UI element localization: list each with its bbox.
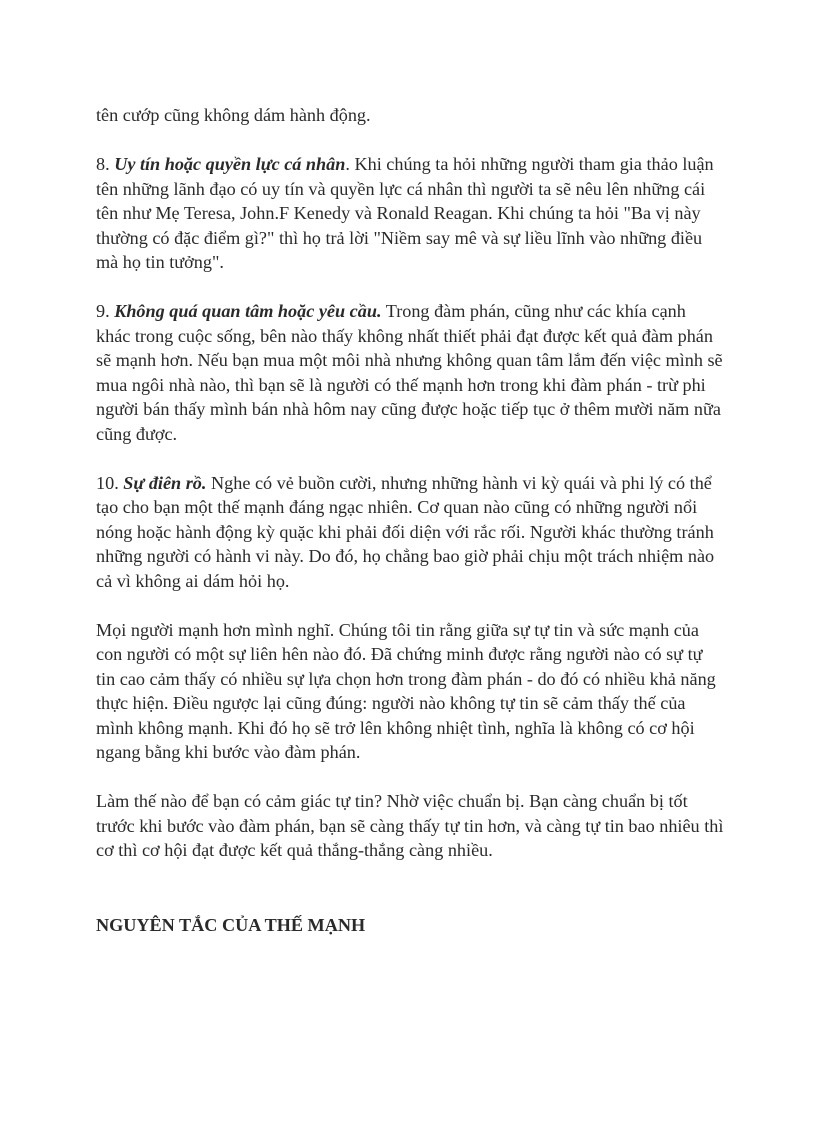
- paragraph-confidence: [96, 618, 724, 765]
- paragraph-text: Trong đàm phán, cũng như các khía cạnh khác trong cuộc sống, bên nào thấy không nhất thiết phải đạt được kết quả đàm phán sẽ mạnh hơn. Nếu bạn mua một môi nhà nhưng không quan tâm lắm đến việc mình sẽ mua ngôi nhà nào, thì bạn sẽ là người có thế mạnh hơn trong khi đàm phán - trừ phi người bán thấy mình bán nhà hôm nay cũng được hoặc tiếp tục ở thêm mười năm nữa cũng được.: [96, 301, 723, 444]
- document-page: [96, 103, 724, 937]
- paragraph-text: . Khi chúng ta hỏi những người tham gia thảo luận tên những lãnh đạo có uy tín và quyền lực cá nhân thì người ta sẽ nêu lên những cái tên như Mẹ Teresa, John.F Kenedy và Ronald Reagan. Khi chúng ta hỏi "Ba vị này thường có đặc điểm gì?" thì họ trả lời "Niềm say mê và sự liều lĩnh vào những điều mà họ tin tưởng".: [96, 154, 714, 272]
- item-lead-title: Uy tín hoặc quyền lực cá nhân: [114, 154, 346, 174]
- item-lead-title: Sự điên rồ.: [123, 472, 207, 493]
- paragraph-item-9: [96, 299, 724, 446]
- item-lead-title: Không quá quan tâm hoặc yêu cầu.: [114, 301, 382, 321]
- paragraph-text: tên cướp cũng không dám hành động.: [96, 105, 371, 125]
- paragraph-item-8: [96, 152, 724, 275]
- paragraph-text: Làm thế nào để bạn có cảm giác tự tin? Nhờ việc chuẩn bị. Bạn càng chuẩn bị tốt trước khi bước vào đàm phán, bạn sẽ càng thấy tự tin hơn, và càng tự tin bao nhiêu thì cơ thì cơ hội đạt được kết quả thắng-thắng càng nhiều.: [96, 791, 724, 860]
- paragraph-text: Nghe có vẻ buồn cười, nhưng những hành vi kỳ quái và phi lý có thể tạo cho bạn một thế mạnh đáng ngạc nhiên. Cơ quan nào cũng có những người nổi nóng hoặc hành động kỳ quặc khi phải đối diện với rắc rối. Người khác thường tránh những người có hành vi này. Do đó, họ chẳng bao giờ phải chịu một trách nhiệm nào cả vì không ai dám hỏi họ.: [96, 472, 715, 591]
- item-number: 8.: [96, 154, 115, 174]
- section-heading: NGUYÊN TẮC CỦA THẾ MẠNH: [96, 914, 366, 935]
- paragraph-item-10: [96, 471, 724, 594]
- paragraph-text: Mọi người mạnh hơn mình nghĩ. Chúng tôi tin rằng giữa sự tự tin và sức mạnh của con người có một sự liên hên nào đó. Đã chứng minh được rằng người nào có sự tự tin cao cảm thấy có nhiều sự lựa chọn hơn trong đàm phán - do đó có nhiều khả năng thực hiện. Điều ngược lại cũng đúng: người nào không tự tin sẽ cảm thấy thế của mình không mạnh. Khi đó họ sẽ trở lên không nhiệt tình, nghĩa là không có cơ hội ngang bằng khi bước vào đàm phán.: [96, 619, 716, 762]
- paragraph-preparation: [96, 789, 724, 863]
- paragraph-continuation: [96, 103, 724, 128]
- item-number: 10.: [96, 472, 124, 493]
- item-number: 9.: [96, 301, 115, 321]
